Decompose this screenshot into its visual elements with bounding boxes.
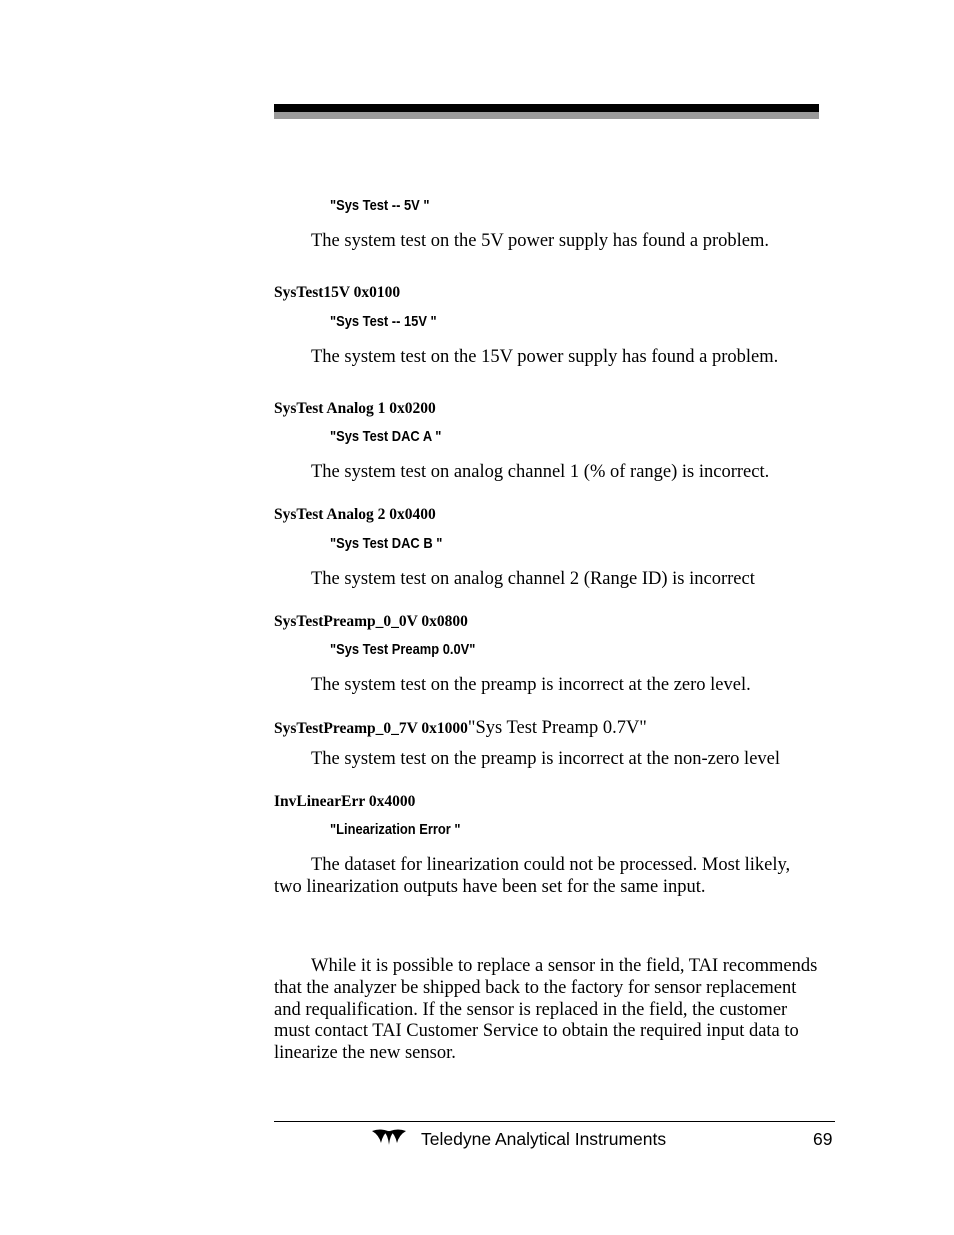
header-rule-shadow (274, 112, 819, 119)
message-description: The system test on the preamp is incorrect at the non-zero level (311, 749, 781, 769)
error-code-heading: SysTest Analog 2 0x0400 (274, 506, 436, 523)
message-description: The system test on the 15V power supply has found a problem. (311, 347, 779, 367)
display-message: "Sys Test DAC B " (330, 535, 443, 552)
footer-rule (274, 1121, 835, 1122)
display-message: "Sys Test -- 15V " (330, 313, 437, 330)
message-description: The system test on analog channel 2 (Range ID) is incorrect (311, 569, 755, 589)
display-message: "Linearization Error " (330, 821, 461, 838)
teledyne-logo-icon (372, 1128, 406, 1146)
display-message: "Sys Test Preamp 0.7V" (467, 718, 647, 738)
display-message: "Sys Test -- 5V " (330, 197, 430, 214)
display-message: "Sys Test Preamp 0.0V" (330, 641, 476, 658)
footer-company-name: Teledyne Analytical Instruments (421, 1129, 667, 1149)
error-code-line (274, 718, 647, 739)
message-description: The system test on the 5V power supply has found a problem. (311, 231, 769, 251)
message-description: The system test on analog channel 1 (% of range) is incorrect. (311, 462, 770, 482)
message-description: The system test on the preamp is incorrect at the zero level. (311, 675, 751, 695)
error-code-heading: InvLinearErr 0x4000 (274, 793, 416, 810)
header-rule (274, 104, 819, 112)
error-code-heading: SysTest15V 0x0100 (274, 284, 401, 301)
display-message: "Sys Test DAC A " (330, 428, 442, 445)
message-description: The dataset for linearization could not be processed. Most likely, two linearization outputs have been set for the same input. (274, 855, 791, 897)
sensor-replacement-paragraph: While it is possible to replace a sensor in the field, TAI recommends that the analyzer be shipped back to the factory for sensor replacement and requalification. If the sensor is replaced in the field, the customer must contact TAI Customer Service to obtain the required input data to linearize the new sensor. (274, 956, 818, 1064)
error-code-heading: SysTestPreamp_0_0V 0x0800 (274, 613, 468, 630)
error-code-heading: SysTestPreamp_0_7V 0x1000 (274, 720, 468, 737)
error-code-heading: SysTest Analog 1 0x0200 (274, 400, 436, 417)
page-number: 69 (813, 1129, 833, 1149)
